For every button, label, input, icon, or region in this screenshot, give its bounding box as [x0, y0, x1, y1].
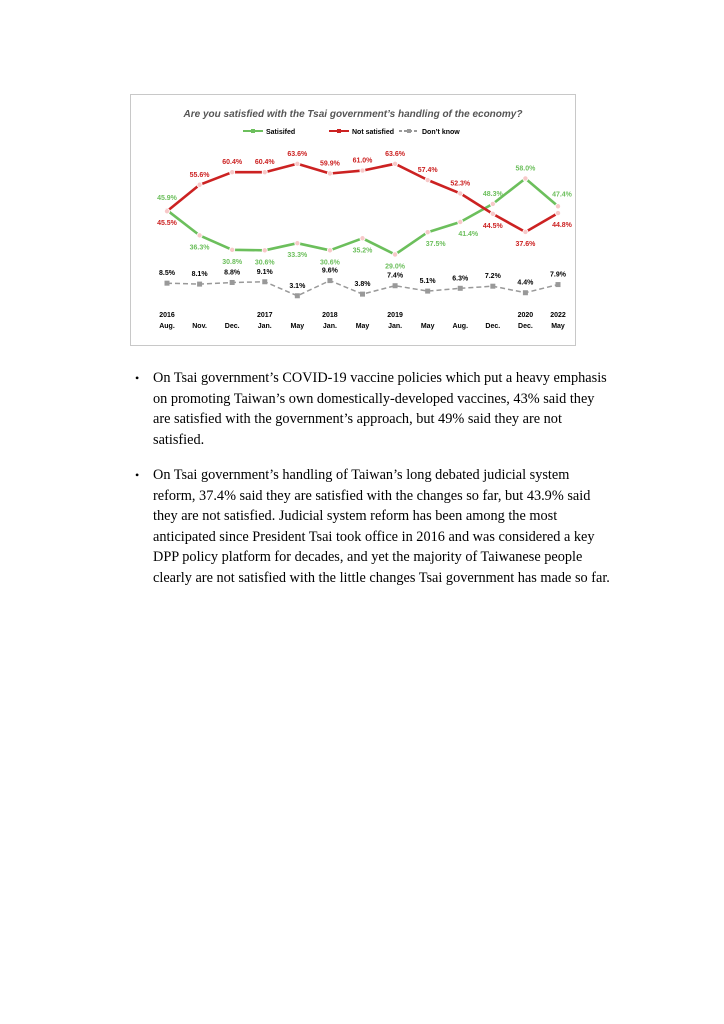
- point-satisfied: [458, 219, 463, 224]
- data-label-not-satisfied: 60.4%: [254, 159, 275, 167]
- x-tick-month: Jan.: [388, 323, 403, 330]
- x-tick-month: May: [420, 323, 435, 330]
- x-tick-year: 2018: [322, 312, 338, 319]
- point-dont-know: [556, 282, 561, 287]
- data-label-satisfied: 35.2%: [352, 247, 373, 255]
- data-label-not-satisfied: 63.6%: [287, 150, 308, 158]
- point-dont-know: [230, 280, 235, 285]
- data-label-dont-know: 5.1%: [419, 278, 436, 286]
- point-dont-know: [425, 289, 430, 294]
- data-label-dont-know: 8.1%: [191, 271, 208, 279]
- data-label-not-satisfied: 55.6%: [189, 171, 210, 179]
- data-label-dont-know: 9.1%: [256, 268, 273, 276]
- legend-satisfied-label: Satisifed: [266, 129, 296, 136]
- point-dont-know: [490, 284, 495, 289]
- point-satisfied: [523, 176, 528, 181]
- data-label-satisfied: 33.3%: [287, 252, 308, 260]
- point-satisfied: [392, 252, 397, 257]
- data-label-dont-know: 7.9%: [550, 271, 566, 279]
- x-tick-year: 2017: [256, 312, 273, 319]
- data-label-not-satisfied: 44.8%: [552, 222, 572, 230]
- x-tick-month: Jan.: [257, 323, 272, 330]
- data-label-satisfied: 58.0%: [515, 165, 536, 173]
- x-tick-month: Dec.: [518, 323, 533, 330]
- point-not-satisfied: [262, 170, 267, 175]
- data-label-satisfied: 48.3%: [482, 190, 503, 198]
- point-satisfied: [262, 248, 267, 253]
- legend-dont-know-label: Don’t know: [422, 129, 460, 136]
- data-label-not-satisfied: 63.6%: [385, 150, 406, 158]
- data-label-dont-know: 8.8%: [224, 269, 241, 277]
- data-label-satisfied: 36.3%: [189, 244, 210, 252]
- economy-satisfaction-chart: [130, 94, 576, 346]
- data-label-dont-know: 7.4%: [387, 272, 404, 280]
- x-tick-month: Nov.: [192, 323, 207, 330]
- bullet-dot: •: [135, 371, 140, 385]
- point-not-satisfied: [392, 161, 397, 166]
- x-tick-month: Dec.: [485, 323, 501, 330]
- x-tick-year: 2016: [159, 312, 175, 319]
- point-satisfied: [490, 201, 495, 206]
- point-not-satisfied: [458, 191, 463, 196]
- point-dont-know: [523, 290, 528, 295]
- data-label-dont-know: 9.6%: [321, 267, 338, 275]
- legend-not-satisfied-label: Not satisfied: [352, 129, 395, 136]
- x-tick-year: 2020: [517, 312, 534, 319]
- legend-satisfied-marker: [251, 129, 255, 133]
- data-label-not-satisfied: 45.5%: [157, 220, 177, 228]
- data-label-not-satisfied: 61.0%: [352, 157, 373, 165]
- data-label-satisfied: 41.4%: [458, 230, 479, 238]
- point-not-satisfied: [490, 211, 495, 216]
- point-dont-know: [393, 283, 398, 288]
- x-tick-month: May: [551, 323, 565, 330]
- point-satisfied: [295, 241, 300, 246]
- data-label-dont-know: 3.1%: [289, 282, 306, 290]
- point-satisfied: [327, 248, 332, 253]
- point-not-satisfied: [555, 210, 560, 215]
- bullet-dot: •: [135, 468, 140, 482]
- data-label-satisfied: 30.6%: [254, 259, 275, 267]
- chart-canvas: [131, 95, 575, 345]
- x-tick-month: May: [355, 323, 370, 330]
- point-satisfied: [360, 236, 365, 241]
- point-satisfied: [555, 204, 560, 209]
- legend-dont-know-marker: [407, 129, 411, 133]
- x-tick-month: Aug.: [159, 323, 175, 330]
- data-label-not-satisfied: 37.6%: [515, 240, 536, 248]
- point-not-satisfied: [327, 171, 332, 176]
- bullet-text: On Tsai government’s handling of Taiwan’s long debated judicial system reform, 37.4% said they are satisfied with the changes so far, but 43.9% said they are not satisfied. Judicial system reform has been among the most anticipated since President Tsai took office in 2016 and was considered a key DPP policy platform for decades, and yet the majority of Taiwanese people clearly are not satisfied with the little changes Tsai government has made so far.: [153, 467, 610, 586]
- bullet-item-judicial-reform: [135, 465, 615, 588]
- point-dont-know: [197, 282, 202, 287]
- bullet-list: [135, 368, 615, 603]
- point-not-satisfied: [164, 209, 169, 214]
- data-label-dont-know: 8.5%: [159, 270, 175, 278]
- point-not-satisfied: [425, 177, 430, 182]
- point-satisfied: [197, 233, 202, 238]
- data-label-satisfied: 37.5%: [425, 241, 446, 249]
- point-not-satisfied: [230, 170, 235, 175]
- bullet-text: On Tsai government’s COVID-19 vaccine policies which put a heavy emphasis on promoting Taiwan’s own domestically-developed vaccines, 43% said they are satisfied with the government’s approach, but 49% said they are not satisfied.: [153, 370, 607, 448]
- point-dont-know: [295, 293, 300, 298]
- point-dont-know: [262, 279, 267, 284]
- data-label-satisfied: 47.4%: [552, 191, 572, 199]
- data-label-dont-know: 4.4%: [517, 279, 534, 287]
- x-tick-month: Aug.: [452, 323, 469, 330]
- point-not-satisfied: [295, 161, 300, 166]
- point-not-satisfied: [523, 229, 528, 234]
- x-tick-year: 2019: [387, 312, 403, 319]
- bullet-item-vaccine: [135, 368, 615, 450]
- point-dont-know: [360, 292, 365, 297]
- legend-not-satisfied-marker: [337, 129, 341, 133]
- point-satisfied: [230, 247, 235, 252]
- data-label-not-satisfied: 52.3%: [450, 180, 471, 188]
- point-dont-know: [327, 278, 332, 283]
- data-label-not-satisfied: 57.4%: [417, 167, 438, 175]
- point-not-satisfied: [197, 182, 202, 187]
- point-not-satisfied: [360, 168, 365, 173]
- data-label-not-satisfied: 60.4%: [222, 159, 243, 167]
- point-dont-know: [458, 286, 463, 291]
- x-tick-month: Dec.: [224, 323, 240, 330]
- data-label-dont-know: 7.2%: [484, 273, 501, 281]
- data-label-not-satisfied: 44.5%: [482, 222, 503, 230]
- x-tick-month: May: [290, 323, 305, 330]
- x-tick-month: Jan.: [322, 323, 337, 330]
- data-label-dont-know: 6.3%: [452, 275, 469, 283]
- data-label-satisfied: 30.8%: [222, 258, 243, 266]
- data-label-satisfied: 30.6%: [319, 259, 340, 267]
- point-satisfied: [425, 230, 430, 235]
- x-tick-year: 2022: [550, 312, 566, 319]
- data-label-dont-know: 3.8%: [354, 281, 371, 289]
- point-dont-know: [165, 281, 170, 286]
- data-label-not-satisfied: 59.9%: [319, 160, 340, 168]
- data-label-satisfied: 29.0%: [385, 263, 406, 271]
- chart-title: Are you satisfied with the Tsai government’s handling of the economy?: [183, 109, 523, 120]
- data-label-satisfied: 45.9%: [157, 195, 177, 203]
